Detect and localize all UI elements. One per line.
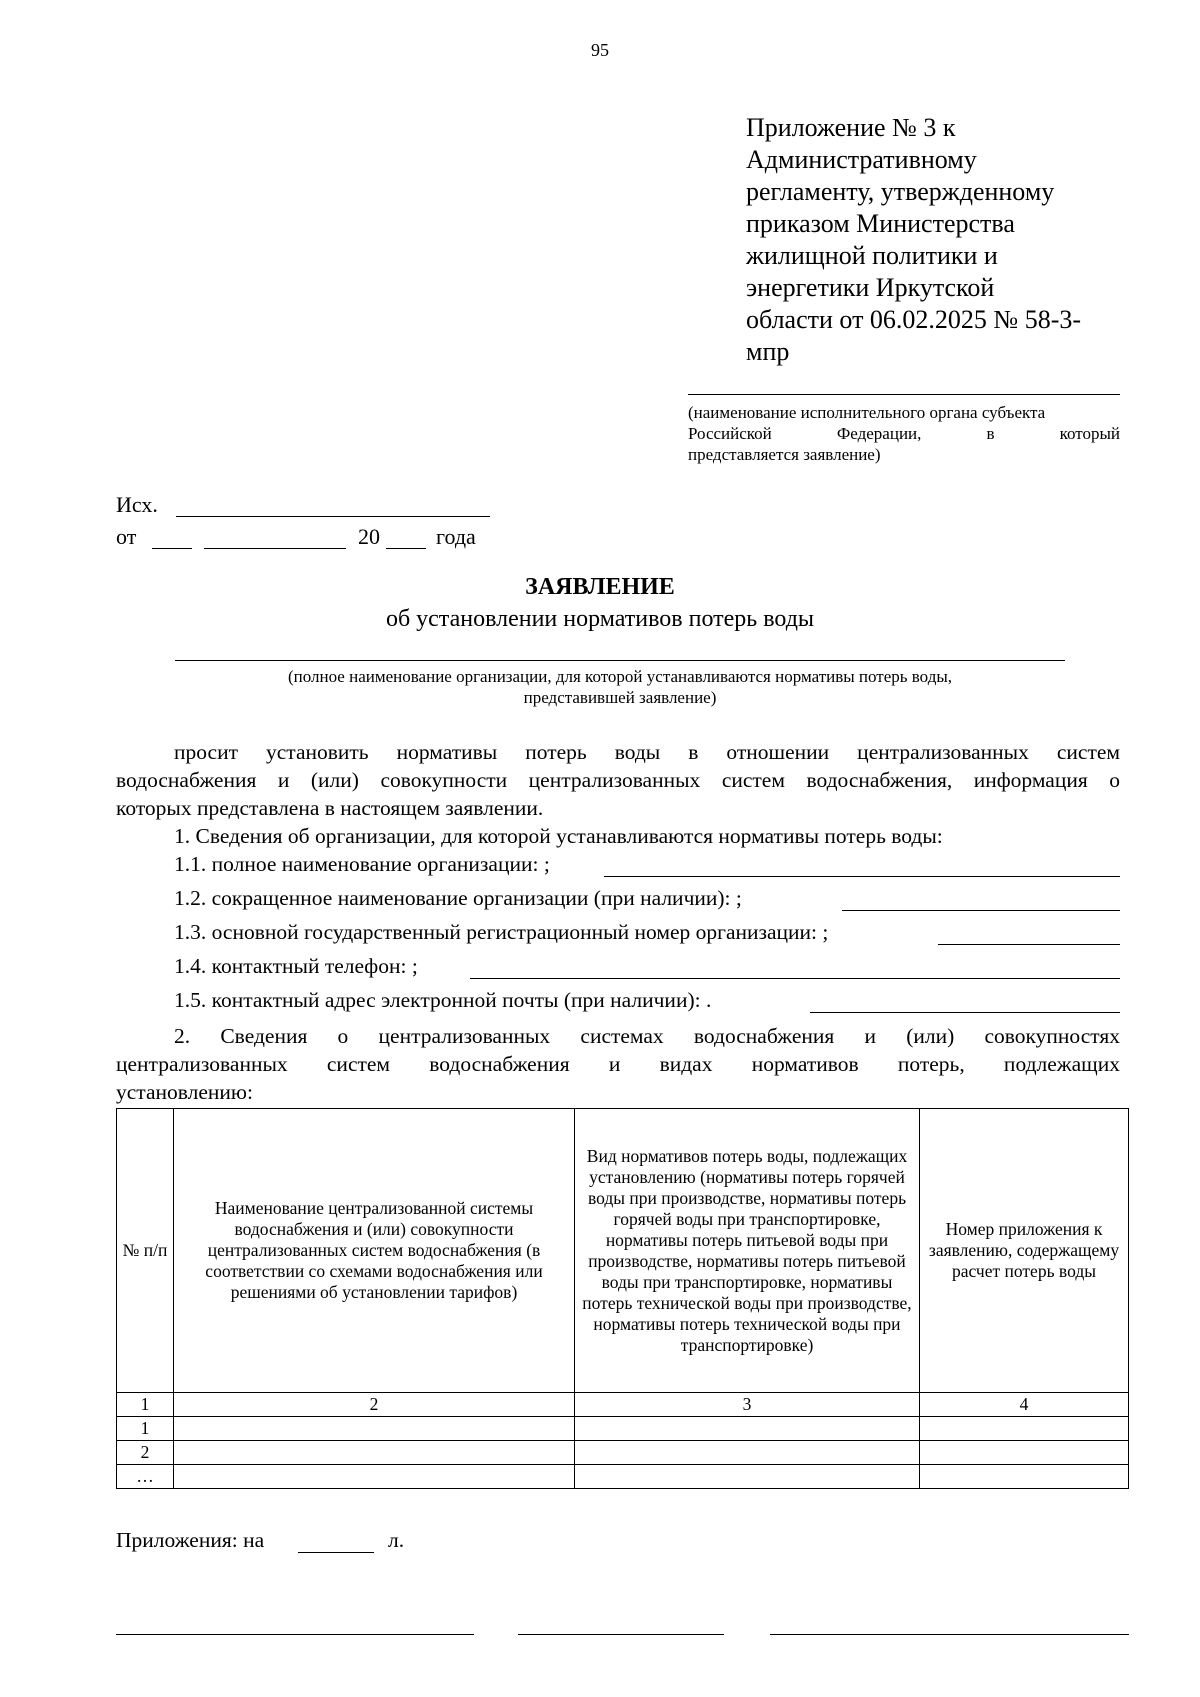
date-year-field-line[interactable] (386, 548, 426, 549)
field-short-name-label: 1.2. сокращенное наименование организации (при наличии): ; (174, 886, 742, 910)
appendix-line: Приложение № 3 к (746, 113, 956, 142)
field-short-name-line[interactable] (842, 910, 1120, 911)
organ-name-field-line[interactable] (688, 394, 1120, 395)
table-row (117, 1465, 1129, 1489)
table-cell[interactable] (920, 1417, 1129, 1441)
field-ogrn-line[interactable] (938, 944, 1120, 945)
column-number: 1 (117, 1393, 174, 1417)
organ-caption-line: (наименование исполнительного органа субъекта (688, 403, 1046, 422)
signature-position-line[interactable] (116, 1634, 474, 1635)
appendix-line: области от 06.02.2025 № 58-3- (746, 305, 1082, 334)
organ-caption-line: представляется заявление) (688, 445, 881, 464)
attachments-suffix: л. (388, 1528, 405, 1552)
field-ogrn (174, 920, 1120, 950)
organ-caption-line: Российской Федерации, в который (688, 424, 1120, 443)
field-email-line[interactable] (810, 1012, 1120, 1013)
table-cell[interactable] (575, 1417, 920, 1441)
table-cell[interactable] (920, 1465, 1129, 1489)
column-numbers-row (117, 1393, 1129, 1417)
table-cell[interactable] (575, 1441, 920, 1465)
column-number: 2 (174, 1393, 575, 1417)
table-cell[interactable] (174, 1441, 575, 1465)
water-systems-table (116, 1108, 1129, 1489)
appendix-line: регламенту, утвержденному (746, 177, 1055, 206)
attachments-count-field-line[interactable] (298, 1552, 374, 1553)
organ-caption (688, 402, 1120, 465)
document-title: ЗАЯВЛЕНИЕ (525, 574, 675, 600)
section1-heading: 1. Сведения об организации, для которой устанавливаются нормативы потерь воды: (174, 824, 943, 848)
row-number: 2 (117, 1441, 174, 1465)
date-day-field-line[interactable] (152, 548, 192, 549)
table-cell[interactable] (920, 1441, 1129, 1465)
intro-line: просит установить нормативы потерь воды в отношении централизованных систем (174, 740, 1120, 764)
intro-line: водоснабжения и (или) совокупности централизованных систем водоснабжения, информация о (116, 768, 1120, 792)
section2-line: установлению: (116, 1080, 253, 1104)
field-full-name-label: 1.1. полное наименование организации: ; (174, 852, 550, 876)
field-phone (174, 954, 1120, 984)
column-number: 4 (920, 1393, 1129, 1417)
table-cell[interactable] (174, 1465, 575, 1489)
field-email (174, 988, 1120, 1018)
signature-line[interactable] (518, 1634, 724, 1635)
organization-name-field-line[interactable] (175, 660, 1065, 661)
outgoing-number-field-line[interactable] (176, 516, 490, 517)
header-appendix-number: Номер приложения к заявлению, содержащему расчет потерь воды (920, 1109, 1129, 1393)
organization-caption-line: (полное наименование организации, для которой устанавливаются нормативы потерь воды, (287, 667, 953, 686)
appendix-note (746, 112, 1126, 368)
table-row (117, 1417, 1129, 1441)
appendix-line: энергетики Иркутской (746, 273, 995, 302)
field-email-label: 1.5. контактный адрес электронной почты (при наличии): . (174, 988, 712, 1012)
field-full-name (174, 852, 1120, 882)
date-from-label: от (116, 524, 137, 549)
table-header-row (117, 1109, 1129, 1393)
appendix-line: приказом Министерства (746, 209, 1015, 238)
header-system-name: Наименование централизованной системы водоснабжения и (или) совокупности централизованных систем водоснабжения (в соответствии со схемами водоснабжения или решениями об установлении тарифов) (174, 1109, 575, 1393)
intro-line: которых представлена в настоящем заявлении. (116, 796, 544, 820)
signature-name-line[interactable] (770, 1634, 1129, 1635)
field-ogrn-label: 1.3. основной государственный регистрационный номер организации: ; (174, 920, 829, 944)
field-full-name-line[interactable] (604, 876, 1120, 877)
field-phone-label: 1.4. контактный телефон: ; (174, 954, 418, 978)
row-number: 1 (117, 1417, 174, 1441)
table-cell[interactable] (575, 1465, 920, 1489)
section2-line: 2. Сведения о централизованных системах водоснабжения и (или) совокупностях (174, 1024, 1120, 1048)
date-month-field-line[interactable] (204, 548, 346, 549)
document-subtitle: об установлении нормативов потерь воды (385, 606, 815, 632)
year-suffix: года (436, 524, 476, 549)
organization-caption (175, 666, 1065, 708)
appendix-line: Административному (746, 145, 977, 174)
row-number: … (117, 1465, 174, 1489)
appendix-line: жилищной политики и (746, 241, 998, 270)
attachments-label: Приложения: на (116, 1528, 265, 1552)
outgoing-number-label: Исх. (116, 492, 158, 517)
page-number: 95 (591, 40, 609, 60)
year-prefix: 20 (358, 524, 380, 549)
table-row (117, 1441, 1129, 1465)
field-phone-line[interactable] (470, 978, 1120, 979)
intro-paragraph (116, 738, 1120, 822)
section2-line: централизованных систем водоснабжения и видах нормативов потерь, подлежащих (116, 1052, 1120, 1076)
appendix-line: мпр (746, 337, 790, 366)
column-number: 3 (575, 1393, 920, 1417)
header-number: № п/п (117, 1109, 174, 1393)
header-norm-type: Вид нормативов потерь воды, подлежащих установлению (нормативы потерь горячей воды при производстве, нормативы потерь горячей воды при транспортировке, нормативы потерь питьевой воды при производстве, нормативы потерь питьевой воды при транспортировке, нормативы потерь технической воды при производстве, нормативы потерь технической воды при транспортировке) (575, 1109, 920, 1393)
table-cell[interactable] (174, 1417, 575, 1441)
field-short-name (174, 886, 1120, 916)
organization-caption-line: представившей заявление) (523, 688, 717, 707)
section2-paragraph (116, 1022, 1120, 1106)
